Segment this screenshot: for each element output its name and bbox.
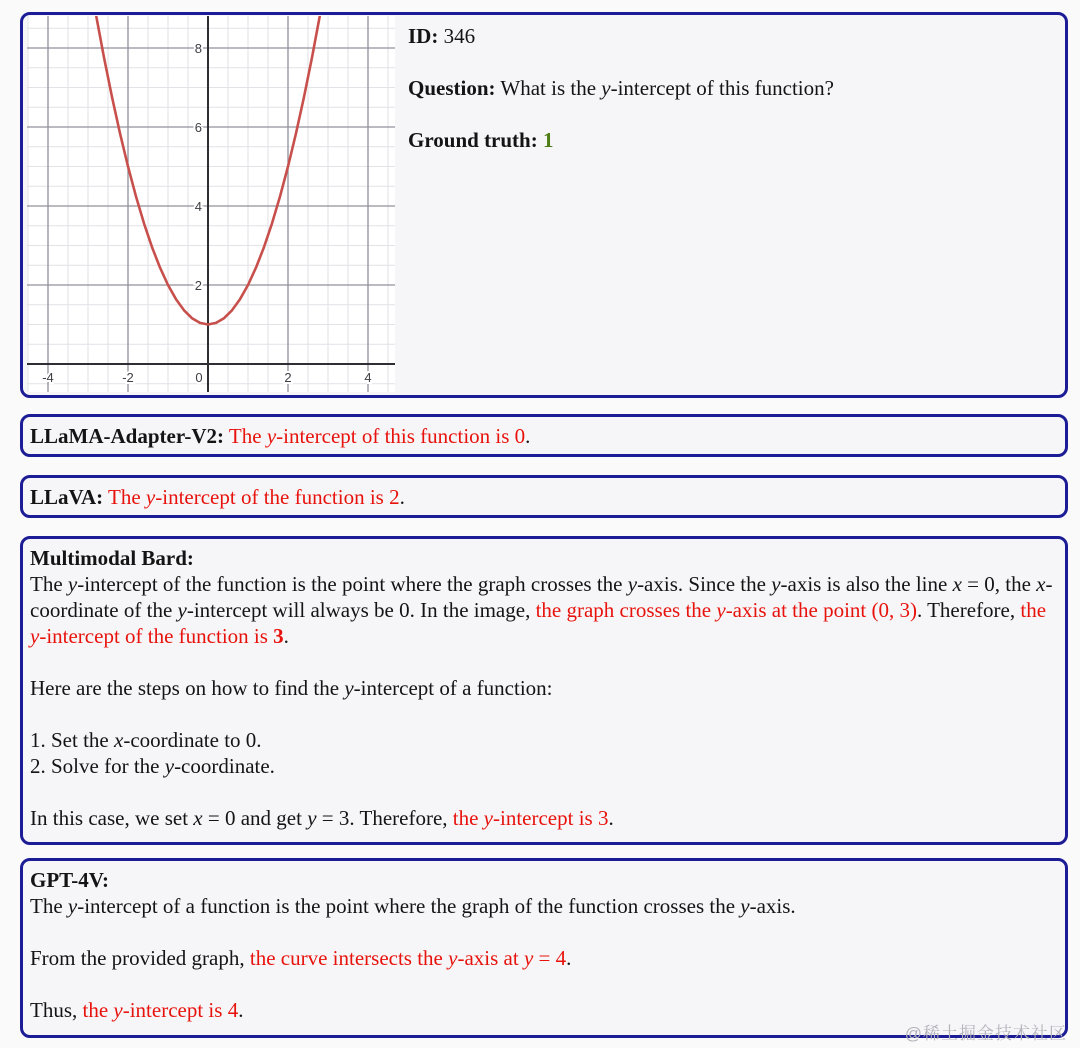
model-label-bard: Multimodal Bard: <box>30 546 194 570</box>
question-text: What is the y-intercept of this function? <box>495 76 834 100</box>
id-value: 346 <box>438 24 476 48</box>
gpt4v-paragraph-3: Thus, the y-intercept is 4. <box>30 998 244 1022</box>
bard-list-item-1: 1. Set the x-coordinate to 0. <box>30 728 262 752</box>
watermark: @稀土掘金技术社区 <box>904 1024 1067 1043</box>
bard-paragraph-1: The y-intercept of the function is the point where the graph crosses the y-axis. Since the y-axis is also the line x = 0, the x-coordinate of the y-intercept will always be 0. In the image, the graph crosses the y-axis at the point (0, 3). Therefore, the y-intercept of the function is 3. <box>30 572 1053 648</box>
svg-text:2: 2 <box>284 370 292 385</box>
response-box-gpt-4v <box>20 858 1068 1038</box>
model-label-llava: LLaVA: <box>30 485 104 509</box>
id-row <box>408 24 1053 48</box>
question-row <box>408 76 1053 100</box>
bard-list-item-2: 2. Solve for the y-coordinate. <box>30 754 275 778</box>
svg-text:4: 4 <box>194 199 202 214</box>
svg-text:8: 8 <box>194 41 202 56</box>
response-box-llava <box>20 475 1068 518</box>
response-box-llama-adapter-v2 <box>20 414 1068 457</box>
example-box <box>20 12 1068 398</box>
model-label-gpt4v: GPT-4V: <box>30 868 109 892</box>
example-info <box>408 24 1053 180</box>
svg-text:2: 2 <box>194 278 202 293</box>
function-graph <box>27 16 395 392</box>
bard-paragraph-2: Here are the steps on how to find the y-intercept of a function: <box>30 676 553 700</box>
response-line <box>30 484 1053 510</box>
svg-text:-2: -2 <box>122 370 134 385</box>
bard-paragraph-3: In this case, we set x = 0 and get y = 3. Therefore, the y-intercept is 3. <box>30 806 614 830</box>
svg-text:4: 4 <box>364 370 372 385</box>
response-text-llama: The y-intercept of this function is 0. <box>228 424 531 448</box>
model-label-llama: LLaMA-Adapter-V2: <box>30 424 225 448</box>
question-label: Question: <box>408 76 496 100</box>
ground-truth-label: Ground truth: <box>408 128 538 152</box>
response-text-llava: The y-intercept of the function is 2. <box>108 485 405 509</box>
id-label: ID: <box>408 24 439 48</box>
svg-text:0: 0 <box>195 370 203 385</box>
gpt4v-paragraph-2: From the provided graph, the curve intersects the y-axis at y = 4. <box>30 946 572 970</box>
gpt4v-paragraph-1: The y-intercept of a function is the point where the graph of the function crosses the y-axis. <box>30 894 796 918</box>
svg-text:6: 6 <box>194 120 202 135</box>
response-line <box>30 423 1053 449</box>
ground-truth-row <box>408 128 1053 152</box>
response-box-multimodal-bard <box>20 536 1068 845</box>
svg-text:-4: -4 <box>42 370 54 385</box>
ground-truth-value: 1 <box>537 128 554 152</box>
